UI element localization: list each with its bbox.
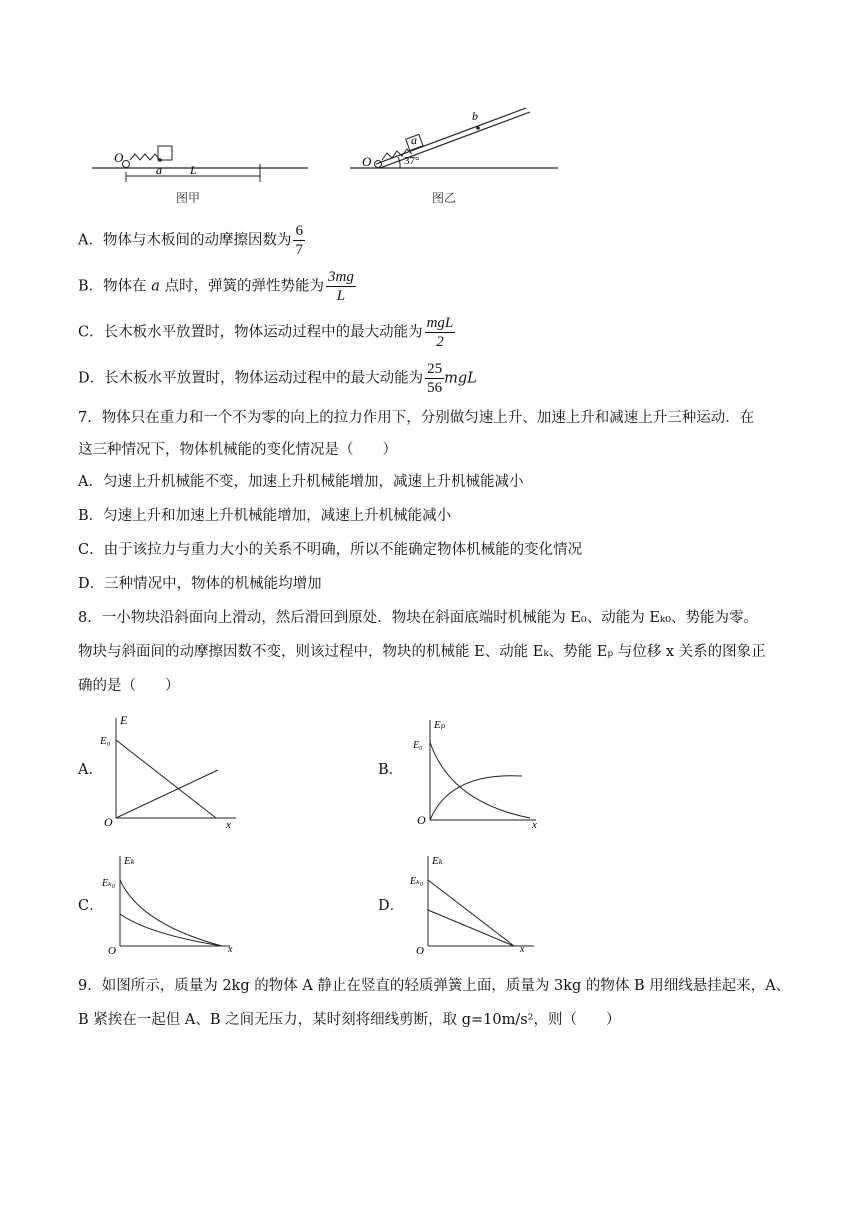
denominator: 2 — [436, 334, 444, 350]
graph-b-ylabel: Eₚ — [434, 719, 446, 731]
fraction — [425, 360, 444, 397]
fig-jia-L: L — [190, 163, 197, 177]
option-text: D．长木板水平放置时，物体运动过程中的最大动能为 — [78, 370, 424, 387]
fraction — [326, 268, 356, 305]
graph-d-xlabel: x — [520, 944, 525, 955]
figure-jia — [90, 128, 320, 208]
figure-yi — [340, 104, 570, 208]
fig-yi-a: a — [411, 133, 417, 147]
q8-stem-line1: 8．一小物块沿斜面向上滑动，然后滑回到原处．物块在斜面底端时机械能为 E₀、动能为 Eₖ₀、势能为零。 — [78, 610, 759, 626]
fig-jia-a: a — [156, 163, 162, 177]
numerator: 3mg — [328, 269, 354, 285]
graph-b-y0: E₀ — [413, 740, 423, 751]
option-text: 点时，弹簧的弹性势能为 — [159, 278, 325, 295]
denominator: L — [336, 288, 346, 304]
option-text: B．物体在 — [78, 278, 152, 295]
numerator: mgL — [426, 315, 454, 331]
denominator: 7 — [295, 242, 303, 258]
q7-stem-line1: 7．物体只在重力和一个不为零的向上的拉力作用下，分别做匀速上升、加速上升和减速上升三种运动．在 — [78, 410, 755, 426]
fig-jia-caption: 图甲 — [176, 191, 201, 205]
q7-option-c: C．由于该拉力与重力大小的关系不明确，所以不能确定物体机械能的变化情况 — [78, 542, 583, 558]
q6-option-a — [78, 222, 305, 259]
fig-yi-caption: 图乙 — [432, 191, 457, 205]
graph-c — [100, 852, 240, 956]
q7-option-b: B．匀速上升和加速上升机械能增加，减速上升机械能减小 — [78, 508, 452, 524]
graph-d-line-upper — [428, 880, 514, 946]
fig-yi-angle: 37° — [404, 155, 420, 167]
fig-yi-O: O — [362, 154, 372, 169]
fig-yi-b: b — [472, 109, 478, 123]
option-text: A．物体与木板间的动摩擦因数为 — [78, 232, 292, 249]
q6-option-b — [78, 268, 356, 305]
graph-d-line-lower — [428, 910, 514, 946]
q8-option-d-label: D． — [378, 898, 405, 914]
graph-b-xlabel: x — [532, 819, 537, 831]
q7-option-d: D．三种情况中，物体的机械能均增加 — [78, 576, 322, 592]
q6-option-c — [78, 314, 455, 351]
q8-option-b-label: B． — [378, 762, 404, 778]
graph-b — [410, 712, 550, 832]
numerator: 25 — [427, 361, 443, 377]
graph-a-line-e — [116, 740, 216, 818]
graph-a-line-rising — [116, 770, 218, 818]
fraction — [293, 222, 305, 259]
graph-c-xlabel: x — [228, 944, 233, 955]
graph-a-origin: O — [104, 815, 113, 829]
denominator: 56 — [427, 380, 443, 396]
graph-a-y0: E₀ — [100, 735, 111, 747]
graph-d-y0: Eₖ₀ — [410, 876, 424, 887]
variable: a — [151, 278, 160, 295]
q9-stem-line2: B 紧挨在一起但 A、B 之间无压力，某时刻将细线剪断，取 g=10m/s²，则（ ） — [78, 1012, 621, 1028]
q8-stem-line2: 物块与斜面间的动摩擦因数不变，则该过程中，物块的机械能 E、动能 Eₖ、势能 Eₚ 与位移 x 关系的图象正 — [78, 644, 766, 660]
fraction — [425, 314, 456, 351]
graph-c-ylabel: Eₖ — [124, 855, 135, 867]
graph-c-origin: O — [108, 945, 116, 956]
graph-a-ylabel: E — [120, 713, 128, 727]
graph-b-curve-falling — [430, 742, 530, 818]
graph-c-y0: Eₖ₀ — [102, 878, 116, 889]
q8-option-a-label: A． — [78, 762, 103, 778]
graph-a-xlabel: x — [226, 819, 231, 831]
graph-a — [96, 712, 246, 832]
fig-jia-O: O — [114, 150, 124, 165]
graph-d-origin: O — [416, 945, 424, 956]
graph-d-ylabel: Eₖ — [432, 855, 443, 867]
option-text: C．长木板水平放置时，物体运动过程中的最大动能为 — [78, 324, 423, 341]
q7-option-a: A．匀速上升机械能不变，加速上升机械能增加，减速上升机械能减小 — [78, 474, 524, 490]
option-suffix: mgL — [444, 370, 477, 387]
graph-c-curve-upper — [120, 880, 222, 946]
graph-d — [408, 852, 548, 956]
numerator: 6 — [295, 223, 303, 239]
q6-option-d — [78, 360, 477, 397]
graph-b-origin: O — [417, 813, 426, 827]
q8-option-c-label: C． — [78, 898, 104, 914]
q7-stem-line2: 这三种情况下，物体机械能的变化情况是（ ） — [78, 442, 397, 458]
q8-stem-line3: 确的是（ ） — [78, 678, 180, 694]
q9-stem-line1: 9．如图所示，质量为 2kg 的物体 A 静止在竖直的轻质弹簧上面，质量为 3kg 的物体 B 用细线悬挂起来，A、 — [78, 978, 791, 994]
